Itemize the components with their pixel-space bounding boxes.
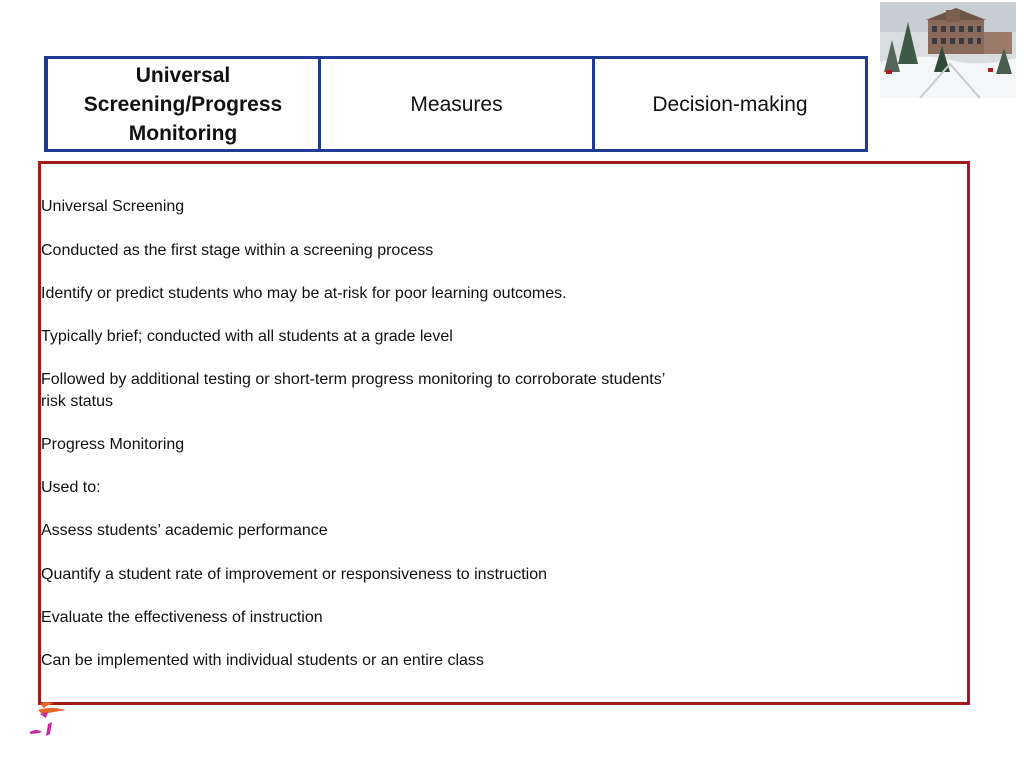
progress-monitoring-heading: Progress Monitoring — [41, 436, 185, 453]
tab-decision-making[interactable] — [592, 56, 868, 152]
progress-intro: Used to: — [41, 479, 101, 496]
tab-label: Measures — [410, 92, 503, 116]
list-item: Conducted as the first stage within a screening process — [41, 242, 434, 259]
list-item: Typically brief; conducted with all students at a grade level — [41, 328, 453, 345]
content-panel — [38, 161, 970, 705]
list-item: Quantify a student rate of improvement or responsiveness to instruction — [41, 566, 548, 583]
list-item: Followed by additional testing or short-term progress monitoring to corroborate students’ risk status — [41, 371, 665, 410]
tab-universal-screening[interactable] — [44, 56, 321, 152]
tab-measures[interactable] — [318, 56, 595, 152]
list-item: Identify or predict students who may be at-risk for poor learning outcomes. — [41, 285, 567, 302]
list-item: Can be implemented with individual students or an entire class — [41, 652, 484, 669]
tab-label: Universal Screening/Progress Monitoring — [83, 63, 283, 145]
list-item: Evaluate the effectiveness of instruction — [41, 609, 323, 626]
universal-screening-heading: Universal Screening — [41, 198, 185, 215]
logo-mark — [26, 698, 76, 744]
campus-building-photo — [880, 2, 1016, 98]
tab-label: Decision-making — [652, 92, 808, 116]
list-item: Assess students’ academic performance — [41, 522, 328, 539]
